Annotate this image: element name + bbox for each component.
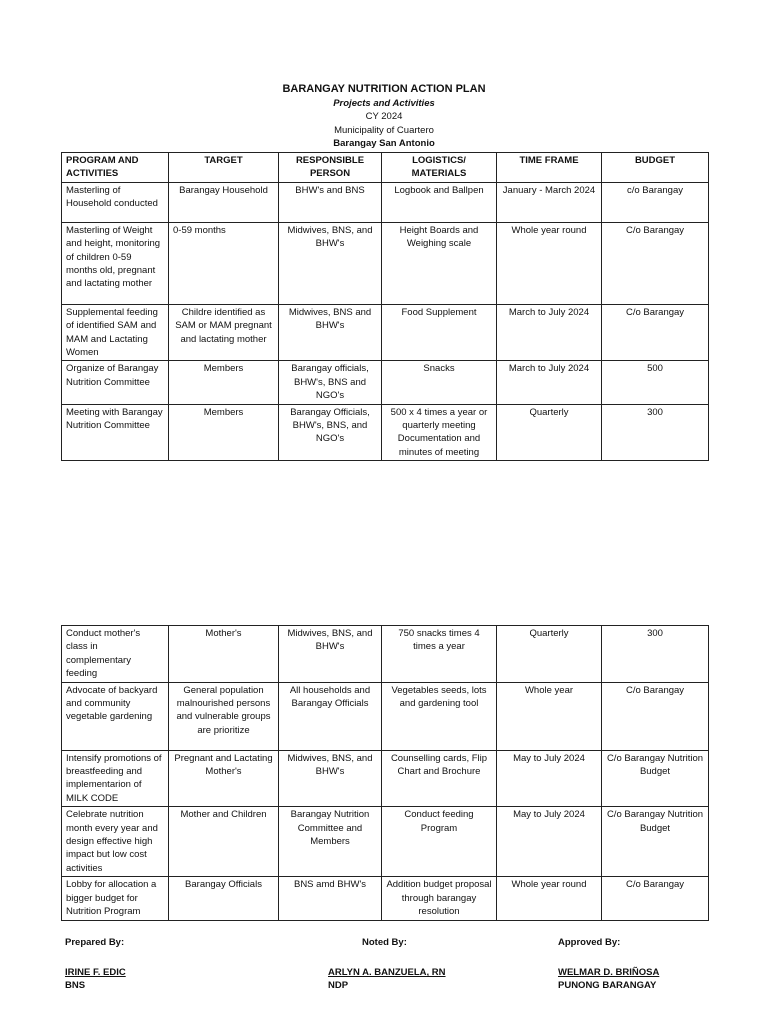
document-subtitle: Projects and Activities [333,98,435,109]
cell-target: Mother's [169,626,279,683]
cell-logistics: Snacks [382,361,497,404]
table-row [62,361,709,404]
cell-logistics: Conduct feeding Program [382,807,497,877]
col-header-logistics: LOGISTICS/ MATERIALS [382,153,497,183]
cell-logistics: Logbook and Ballpen [382,182,497,222]
approved-by-role: PUNONG BARANGAY [558,980,657,991]
col-header-timeframe: TIME FRAME [497,153,602,183]
cell-responsible: BHW's and BNS [279,182,382,222]
cell-budget: 300 [602,404,709,461]
cell-target: Childre identified as SAM or MAM pregnant and lactating mother [169,304,279,361]
cell-target: General population malnourished persons and vulnerable groups are prioritize [169,682,279,750]
cell-responsible: Midwives, BNS, and BHW's [279,626,382,683]
col-header-target: TARGET [169,153,279,183]
cell-timeframe: Whole year [497,682,602,750]
cell-budget: C/o Barangay [602,222,709,304]
cell-program: Lobby for allocation a bigger budget for Nutrition Program [62,877,169,920]
table-row [62,682,709,750]
col-header-program: PROGRAM AND ACTIVITIES [62,153,169,183]
cell-responsible: Midwives, BNS, and BHW's [279,222,382,304]
noted-by-name: ARLYN A. BANZUELA, RN [328,967,446,978]
cell-program: Celebrate nutrition month every year and design effective high impact but low cost activities [62,807,169,877]
cell-timeframe: May to July 2024 [497,750,602,807]
cell-program: Intensify promotions of breastfeeding and implementarion of MILK CODE [62,750,169,807]
approved-by-label: Approved By: [558,937,621,948]
cell-target: Members [169,404,279,461]
noted-by-block [328,936,446,992]
cell-timeframe: Whole year round [497,877,602,920]
barangay-name: Barangay San Antonio [333,138,435,150]
cell-target: 0-59 months [169,222,279,304]
approved-by-block [558,936,659,992]
prepared-by-role: BNS [65,980,86,991]
prepared-by-label: Prepared By: [65,937,125,948]
cell-program: Conduct mother's class in complementary feeding [62,626,169,683]
cell-logistics: Vegetables seeds, lots and gardening tool [382,682,497,750]
action-plan-table-page2 [61,625,709,921]
cell-program: Meeting with Barangay Nutrition Committee [62,404,169,461]
cell-program: Masterling of Weight and height, monitoring of children 0-59 months old, pregnant and lactating mother [62,222,169,304]
municipality: Municipality of Cuartero [334,124,434,136]
cell-budget: 500 [602,361,709,404]
prepared-by-name: IRINE F. EDIC [65,967,126,978]
cell-target: Mother and Children [169,807,279,877]
table-row [62,807,709,877]
cell-timeframe: March to July 2024 [497,304,602,361]
cell-responsible: Barangay officials, BHW's, BNS and NGO's [279,361,382,404]
cell-timeframe: May to July 2024 [497,807,602,877]
cell-logistics: Addition budget proposal through barangay resolution [382,877,497,920]
prepared-by-block [65,936,126,992]
cell-logistics: Height Boards and Weighing scale [382,222,497,304]
cell-timeframe: March to July 2024 [497,361,602,404]
cell-logistics: 750 snacks times 4 times a year [382,626,497,683]
cell-logistics: Food Supplement [382,304,497,361]
table-header-row [62,153,709,183]
calendar-year: CY 2024 [365,111,403,123]
cell-program: Organize of Barangay Nutrition Committee [62,361,169,404]
cell-responsible: Midwives, BNS, and BHW's [279,750,382,807]
approved-by-name: WELMAR D. BRIÑOSA [558,967,660,978]
cell-budget: C/o Barangay [602,304,709,361]
noted-by-label: Noted By: [362,937,407,948]
cell-program: Advocate of backyard and community vegetable gardening [62,682,169,750]
document-title: BARANGAY NUTRITION ACTION PLAN [282,83,486,95]
cell-budget: C/o Barangay [602,877,709,920]
cell-budget: c/o Barangay [602,182,709,222]
cell-target: Barangay Household [169,182,279,222]
cell-target: Pregnant and Lactating Mother's [169,750,279,807]
cell-timeframe: January - March 2024 [497,182,602,222]
cell-responsible: All households and Barangay Officials [279,682,382,750]
cell-program: Masterling of Household conducted [62,182,169,222]
cell-timeframe: Quarterly [497,404,602,461]
table-row [62,626,709,683]
table-row [62,222,709,304]
action-plan-table-page1 [61,152,709,461]
cell-responsible: Midwives, BNS and BHW's [279,304,382,361]
cell-program: Supplemental feeding of identified SAM and MAM and Lactating Women [62,304,169,361]
cell-budget: 300 [602,626,709,683]
table-row [62,304,709,361]
cell-logistics: Counselling cards, Flip Chart and Brochure [382,750,497,807]
cell-target: Members [169,361,279,404]
cell-responsible: Barangay Officials, BHW's, BNS, and NGO's [279,404,382,461]
table-row [62,182,709,222]
cell-logistics: 500 x 4 times a year or quarterly meeting Documentation and minutes of meeting [382,404,497,461]
document-header [60,82,708,151]
table-row [62,750,709,807]
cell-budget: C/o Barangay Nutrition Budget [602,807,709,877]
cell-budget: C/o Barangay [602,682,709,750]
table-row [62,877,709,920]
cell-timeframe: Whole year round [497,222,602,304]
cell-target: Barangay Officials [169,877,279,920]
table-row [62,404,709,461]
cell-timeframe: Quarterly [497,626,602,683]
cell-responsible: BNS amd BHW's [279,877,382,920]
noted-by-role: NDP [328,980,349,991]
cell-budget: C/o Barangay Nutrition Budget [602,750,709,807]
col-header-responsible: RESPONSIBLE PERSON [279,153,382,183]
cell-responsible: Barangay Nutrition Committee and Members [279,807,382,877]
col-header-budget: BUDGET [602,153,709,183]
